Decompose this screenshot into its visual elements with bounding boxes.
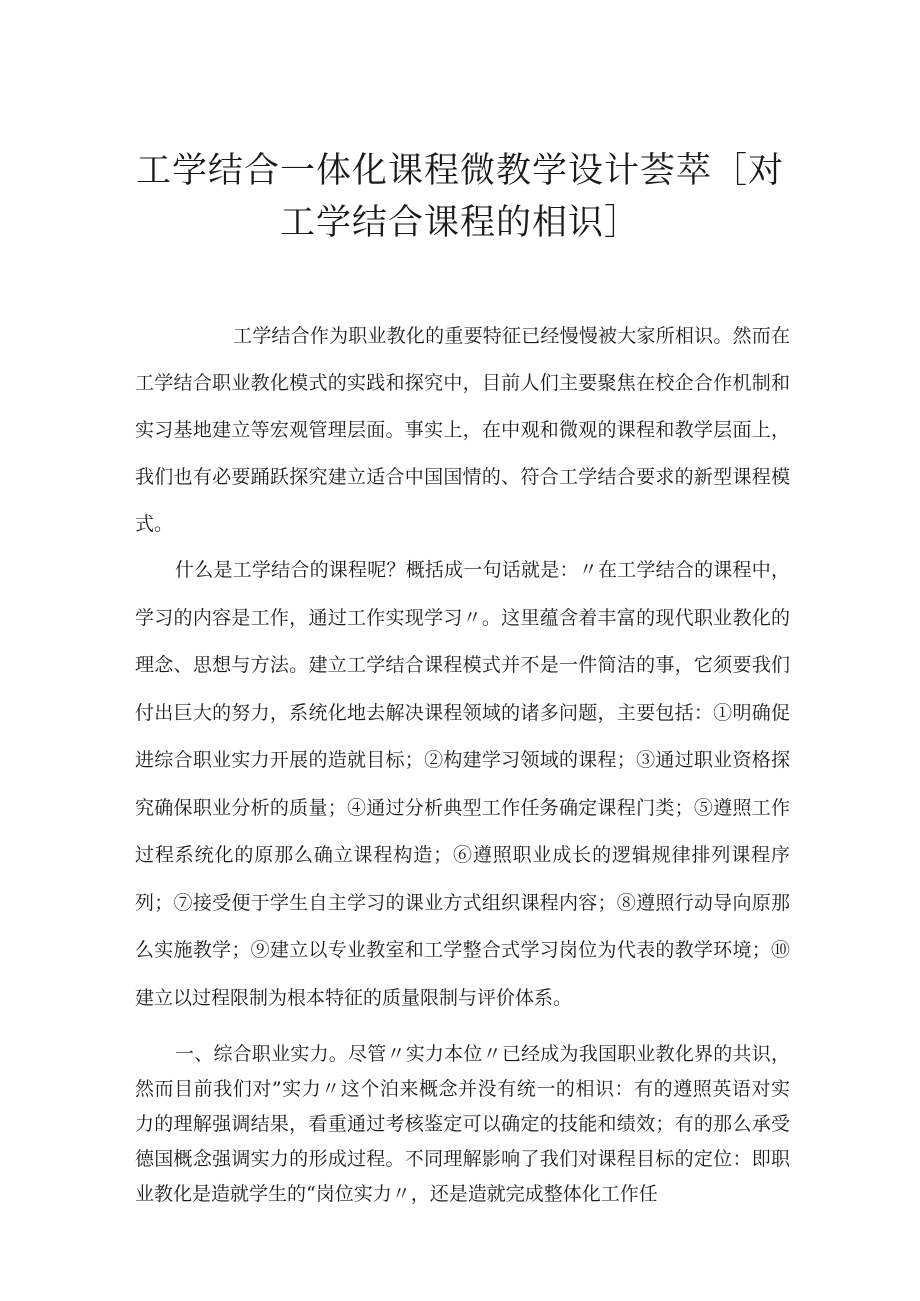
document-title-line-2: 工学结合课程的相识］ bbox=[279, 203, 640, 244]
document-title-line-1: 工学结合一体化课程微教学设计荟萃［对 bbox=[135, 151, 784, 192]
paragraph-section-1: 一、综合职业实力。尽管〃实力本位〃已经成为我国职业教化界的共识，然而目前我们对”实力〃这个泊来概念并没有统一的相识：有的遵照英语对实力的理解强调结果，看重通过考核鉴定可以确定的技能和绩效；有的那么承受德国概念强调实力的形成过程。不同理解影响了我们对课程目标的定位：即职业教化是造就学生的“岗位实力〃，还是造就完成整体化工作任 bbox=[135, 1043, 790, 1205]
paragraph-intro: 工学结合作为职业教化的重要特征已经慢慢被大家所相识。然而在工学结合职业教化模式的实践和探究中，目前人们主要聚焦在校企合作机制和实习基地建立等宏观管理层面。事实上，在中观和微观的课程和教学层面上，我们也有必要踊跃探究建立适合中国国情的、符合工学结合要求的新型课程模式。 bbox=[135, 325, 790, 535]
paragraph-definition: 什么是工学结合的课程呢？概括成一句话就是：〃在工学结合的课程中，学习的内容是工作，通过工作实现学习〃。这里蕴含着丰富的现代职业教化的理念、思想与方法。建立工学结合课程模式并不是一件简洁的事，它须要我们付出巨大的努力，系统化地去解决课程领域的诸多问题，主要包括：①明确促进综合职业实力开展的造就目标；②构建学习领域的课程；③通过职业资格探究确保职业分析的质量；④通过分析典型工作任务确定课程门类；⑤遵照工作过程系统化的原那么确立课程构造；⑥遵照职业成长的逻辑规律排列课程序列；⑦接受便于学生自主学习的课业方式组织课程内容；⑧遵照行动导向原那么实施教学；⑨建立以专业教室和工学整合式学习岗位为代表的教学环境；⑩建立以过程限制为根本特征的质量限制与评价体系。 bbox=[135, 559, 790, 1009]
